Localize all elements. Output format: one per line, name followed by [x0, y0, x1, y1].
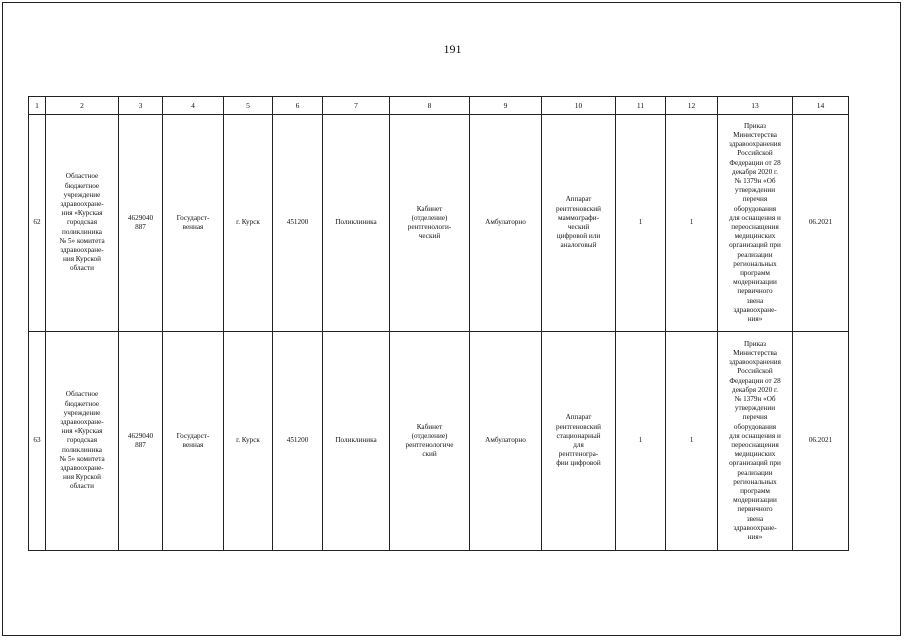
institution-cell: Областное бюджетное учреждение здравоохране- ния «Курская городская поликлиника № 5» комитета здравоохране- ния Курской области — [46, 332, 119, 551]
order-reference-cell: Приказ Министерства здравоохранения Российской Федерации от 28 декабря 2020 г. № 1379н «Об утверждении перечня оборудования для оснащения и переоснащения медицинских организаций при реализации региональных программ модернизации первичного звена здравоохране- ния» — [718, 332, 793, 551]
department-cell: Кабинет (отделение) рентгенологи- ческий — [390, 115, 470, 332]
row-number-cell: 62 — [29, 115, 46, 332]
column-header: 9 — [470, 97, 542, 115]
facility-type-cell: Поликлиника — [323, 332, 390, 551]
facility-type-cell: Поликлиника — [323, 115, 390, 332]
column-header: 13 — [718, 97, 793, 115]
care-mode-cell: Амбулаторно — [470, 115, 542, 332]
equipment-cell: Аппарат рентгеновский стационарный для рентгеногра- фии цифровой — [542, 332, 616, 551]
date-cell: 06.2021 — [793, 115, 849, 332]
table-row — [29, 332, 849, 551]
inn-cell: 4629040 887 — [119, 332, 163, 551]
column-header: 3 — [119, 97, 163, 115]
column-header: 6 — [273, 97, 323, 115]
column-header: 1 — [29, 97, 46, 115]
column-header: 10 — [542, 97, 616, 115]
column-header: 2 — [46, 97, 119, 115]
equipment-cell: Аппарат рентгеновский маммографи- ческий цифровой или аналоговый — [542, 115, 616, 332]
index-cell: 451200 — [273, 332, 323, 551]
column-header: 4 — [163, 97, 224, 115]
institution-cell: Областное бюджетное учреждение здравоохране- ния «Курская городская поликлиника № 5» комитета здравоохране- ния Курской области — [46, 115, 119, 332]
column-header: 12 — [666, 97, 718, 115]
quantity-cell: 1 — [616, 115, 666, 332]
ownership-cell: Государст- венная — [163, 332, 224, 551]
care-mode-cell: Амбулаторно — [470, 332, 542, 551]
column-header: 8 — [390, 97, 470, 115]
date-cell: 06.2021 — [793, 332, 849, 551]
ownership-cell: Государст- венная — [163, 115, 224, 332]
data-table — [28, 96, 849, 551]
index-cell: 451200 — [273, 115, 323, 332]
column-header: 5 — [224, 97, 273, 115]
page-number: 191 — [443, 42, 462, 56]
table-header-row — [29, 97, 849, 115]
city-cell: г. Курск — [224, 332, 273, 551]
department-cell: Кабинет (отделение) рентгенологиче ский — [390, 332, 470, 551]
row-number-cell: 63 — [29, 332, 46, 551]
inn-cell: 4629040 887 — [119, 115, 163, 332]
column-header: 7 — [323, 97, 390, 115]
quantity-cell: 1 — [666, 332, 718, 551]
column-header: 14 — [793, 97, 849, 115]
order-reference-cell: Приказ Министерства здравоохранения Российской Федерации от 28 декабря 2020 г. № 1379н «Об утверждении перечня оборудования для оснащения и переоснащения медицинских организаций при реализации региональных программ модернизации первичного звена здравоохране- ния» — [718, 115, 793, 332]
quantity-cell: 1 — [616, 332, 666, 551]
table-row — [29, 115, 849, 332]
quantity-cell: 1 — [666, 115, 718, 332]
column-header: 11 — [616, 97, 666, 115]
city-cell: г. Курск — [224, 115, 273, 332]
